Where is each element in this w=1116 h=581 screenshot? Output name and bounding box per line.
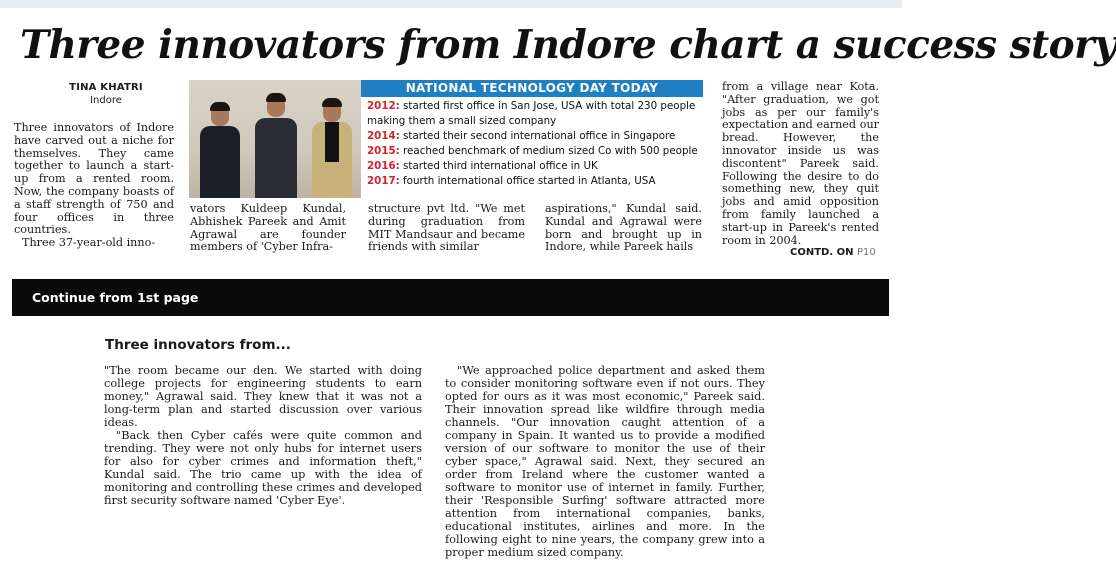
column-text: aspirations," Kundal said. Kundal and Agrawal were born and brought up in Indore, while Pareek hails [545,202,702,254]
lower-right-column [445,364,765,559]
lower-left-column [104,364,422,507]
person-3 [309,94,355,198]
milestone-year: 2016: [367,160,400,172]
milestone-year: 2012: [367,100,400,112]
person-1 [197,98,243,198]
milestone-item [367,144,703,159]
top-strip [0,0,902,8]
infobox-title: NATIONAL TECHNOLOGY DAY TODAY [361,80,703,97]
story-column-3 [368,203,525,254]
story-column-2 [190,203,346,254]
milestone-text: started their second international office in Singapore [399,130,676,142]
column-text: vators Kuldeep Kundal, Abhishek Pareek and Amit Agrawal are founder members of 'Cyber Infra- [190,202,346,254]
milestone-text: fourth international office started in Atlanta, USA [399,175,656,187]
paragraph: "We approached police department and asked them to consider monitoring software even if not ours. They opted for ours as it was most economic," Pareek said. Their innovation spread like wildfire through media channels. "Our innovation caught attention of a company in Spain. It wanted us to provide a modified version of our software to monitor the use of their cyber space," Agrawal said. Next, they secured an order from Ireland where the customer wanted a software to monitor use of internet in family. Further, their 'Responsible Surfing' software attracted more attention from international companies, banks, educational institutes, airlines and more. In the following eight to nine years, the company grew into a proper medium sized company. [445,364,765,559]
paragraph: "Back then Cyber cafés were quite common and trending. They were not only hubs for internet users for also for cyber crimes and information theft," Kundal said. The trio came up with the idea of monitoring and controlling these crimes and developed first security software named 'Cyber Eye'. [104,429,422,507]
milestone-year: 2015: [367,145,400,157]
milestone-list [367,99,703,189]
milestone-year: 2017: [367,175,400,187]
paragraph: "The room became our den. We started with doing college projects for engineering students to earn money," Agrawal said. They knew that it was not a long-term plan and started discussion over various ideas. [104,364,422,429]
contd-page: P10 [856,247,876,258]
contd-label: CONTD. ON [790,247,854,258]
byline [56,81,156,107]
milestone-item [367,129,703,144]
lead-paragraph: Three innovators of Indore have carved out a niche for themselves. They came together to launch a start-up from a rented room. Now, the company boasts of a staff strength of 750 and four offices in three countries. [14,121,174,237]
story-column-5 [722,81,879,247]
milestone-item [367,174,703,189]
milestone-text: started first office in San Jose, USA with total 230 people making them a small sized company [367,100,696,127]
continued-marker [790,247,876,258]
lead-column [14,122,174,250]
byline-place: Indore [90,95,122,106]
technology-day-box [361,80,703,198]
column-text: from a village near Kota. "After graduation, we got jobs as per our family's expectation and earned our bread. However, the innovator inside us was discontent" Pareek said. Following the desire to do something new, they quit jobs and amid opposition from family launched a start-up in Pareek's rented room in 2004. [722,80,879,247]
column-text: structure pvt ltd. "We met during graduation from MIT Mandsaur and became friends with similar [368,202,525,254]
milestone-year: 2014: [367,130,400,142]
founders-photo [189,80,361,198]
story-column-4 [545,203,702,254]
lead-continuation: Three 37-year-old inno- [22,236,156,250]
continued-title: Three innovators from... [105,337,291,353]
milestone-text: reached benchmark of medium sized Co with 500 people [399,145,698,157]
continue-banner: Continue from 1st page [12,279,889,316]
milestone-item [367,99,703,129]
person-2 [251,88,301,198]
milestone-item [367,159,703,174]
headline: Three innovators from Indore chart a success story [20,22,1116,68]
milestone-text: started third international office in UK [399,160,598,172]
byline-name: TINA KHATRI [69,82,143,93]
